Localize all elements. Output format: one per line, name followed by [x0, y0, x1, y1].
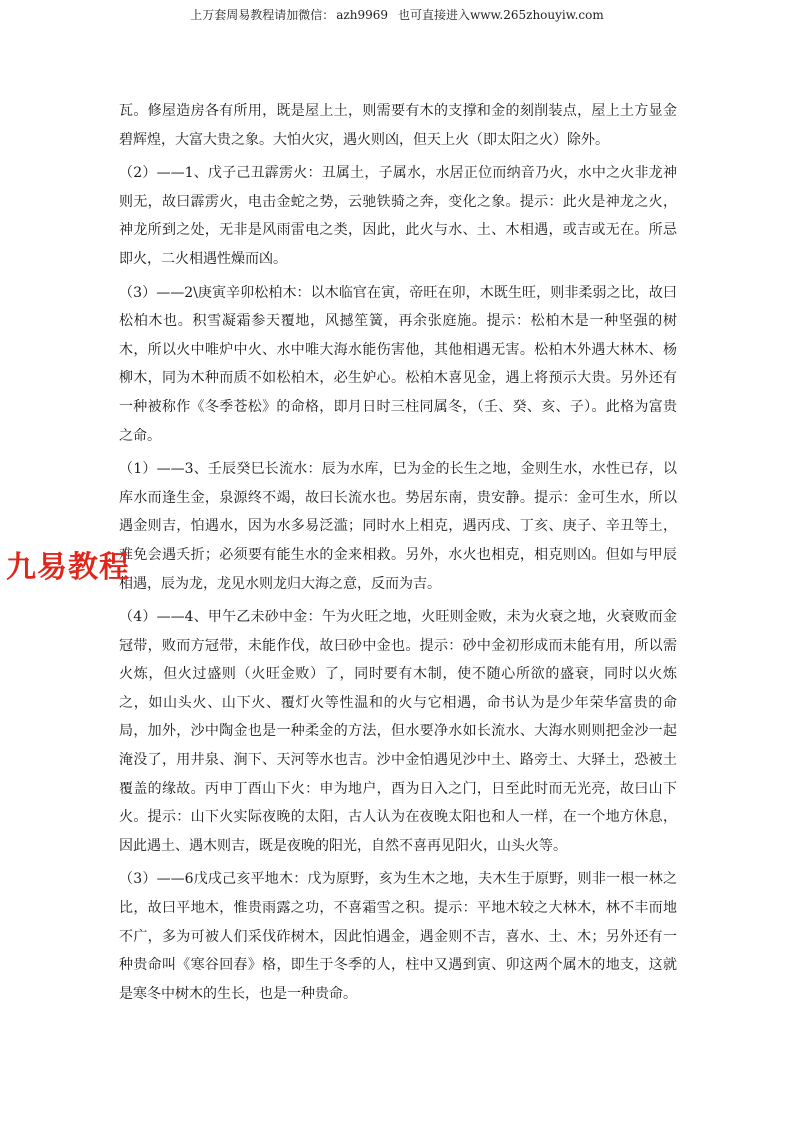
paragraph-2: （2）——1、戊子己丑霹雳火：丑属土，子属水，水居正位而纳音乃火，水中之火非龙神则无，故曰霹雳火，电击金蛇之势，云驰铁骑之奔，变化之象。提示：此火是神龙之火，神龙所到之处，无非是风雨雷电之类，因此，此火与水、土、木相遇，或吉或无在。所忌即火，二火相遇性燥而凶。: [119, 165, 677, 267]
paragraph-1: 瓦。修屋造房各有所用，既是屋上土，则需要有木的支撑和金的刻削装点，屋上土方显金碧辉煌，大富大贵之象。大怕火灾，遇火则凶，但天上火（即太阳之火）除外。: [119, 103, 677, 148]
paragraph-6: （3）——6戊戌己亥平地木：戊为原野，亥为生木之地，夫木生于原野，则非一根一林之比，故曰平地木，惟贵雨露之功，不喜霜雪之积。提示：平地木较之大林木，林不丰而地不广，多为可被人们采伐砟树木，因此怕遇金，遇金则不吉，喜水、土、木；另外还有一种贵命叫《寒谷回春》格，即生于冬季的人，柱中又遇到寅、卯这两个属木的地支，这就是寒冬中树木的生长，也是一种贵命。: [119, 871, 677, 1002]
page-header: [0, 6, 794, 23]
header-text: 上万套周易教程请加微信：: [190, 8, 335, 22]
watermark-logo: 九易教程: [6, 550, 130, 585]
header-link[interactable]: 也可直接进入www.265zhouyiw.com: [398, 8, 604, 22]
paragraph-4: （1）——3、壬辰癸巳长流水：辰为水库，巳为金的长生之地，金则生水，水性已存，以库水而逢生金，泉源终不竭，故曰长流水也。势居东南，贵安静。提示：金可生水，所以遇金则吉，怕遇水，因为水多易泛滥；同时水上相克，遇丙戌、丁亥、庚子、辛丑等土，难免会遇夭折；必须要有能生水的金来相救。另外，水火也相克，相克则凶。但如与甲辰相遇，辰为龙，龙见水则龙归大海之意，反而为吉。: [119, 461, 677, 592]
document-body: [119, 97, 677, 1013]
paragraph-3: （3）——2\庚寅辛卯松柏木：以木临官在寅，帝旺在卯，木既生旺，则非柔弱之比，故曰松柏木也。积雪凝霜参天覆地，风撼笙簧，再余张庭施。提示：松柏木是一种坚强的树木，所以火中唯炉中火、水中唯大海水能伤害他，其他相遇无害。松柏木外遇大林木、杨柳木，同为木种而质不如松柏木，必生妒心。松柏木喜见金，遇上将预示大贵。另外还有一种被称作《冬季苍松》的命格，即月日时三柱同属冬，（壬、癸、亥、子）。此格为富贵之命。: [119, 284, 677, 444]
paragraph-5: （4）——4、甲午乙未砂中金：午为火旺之地，火旺则金败，未为火衰之地，火衰败而金冠带，败而方冠带，未能作伐，故曰砂中金也。提示：砂中金初形成而未能有用，所以需火炼，但火过盛则（火旺金败）了，同时要有木制，使不随心所欲的盛衰，同时以火炼之，如山头火、山下火、覆灯火等性温和的火与它相遇，命书认为是少年荣华富贵的命局，加外，沙中陶金也是一种柔金的方法，但水要净水如长流水、大海水则则把金沙一起淹没了，用井泉、涧下、天河等水也吉。沙中金怕遇见沙中土、路旁土、大驿土，恐被土覆盖的缘故。丙申丁酉山下火：申为地户，酉为日入之门，日至此时而无光亮，故曰山下火。提示：山下火实际夜晚的太阳，古人认为在夜晚太阳也和人一样，在一个地方休息，因此遇土、遇木则吉，既是夜晚的阳光，自然不喜再见阳火，山头火等。: [119, 609, 677, 854]
header-contact: azh9969: [336, 8, 389, 22]
